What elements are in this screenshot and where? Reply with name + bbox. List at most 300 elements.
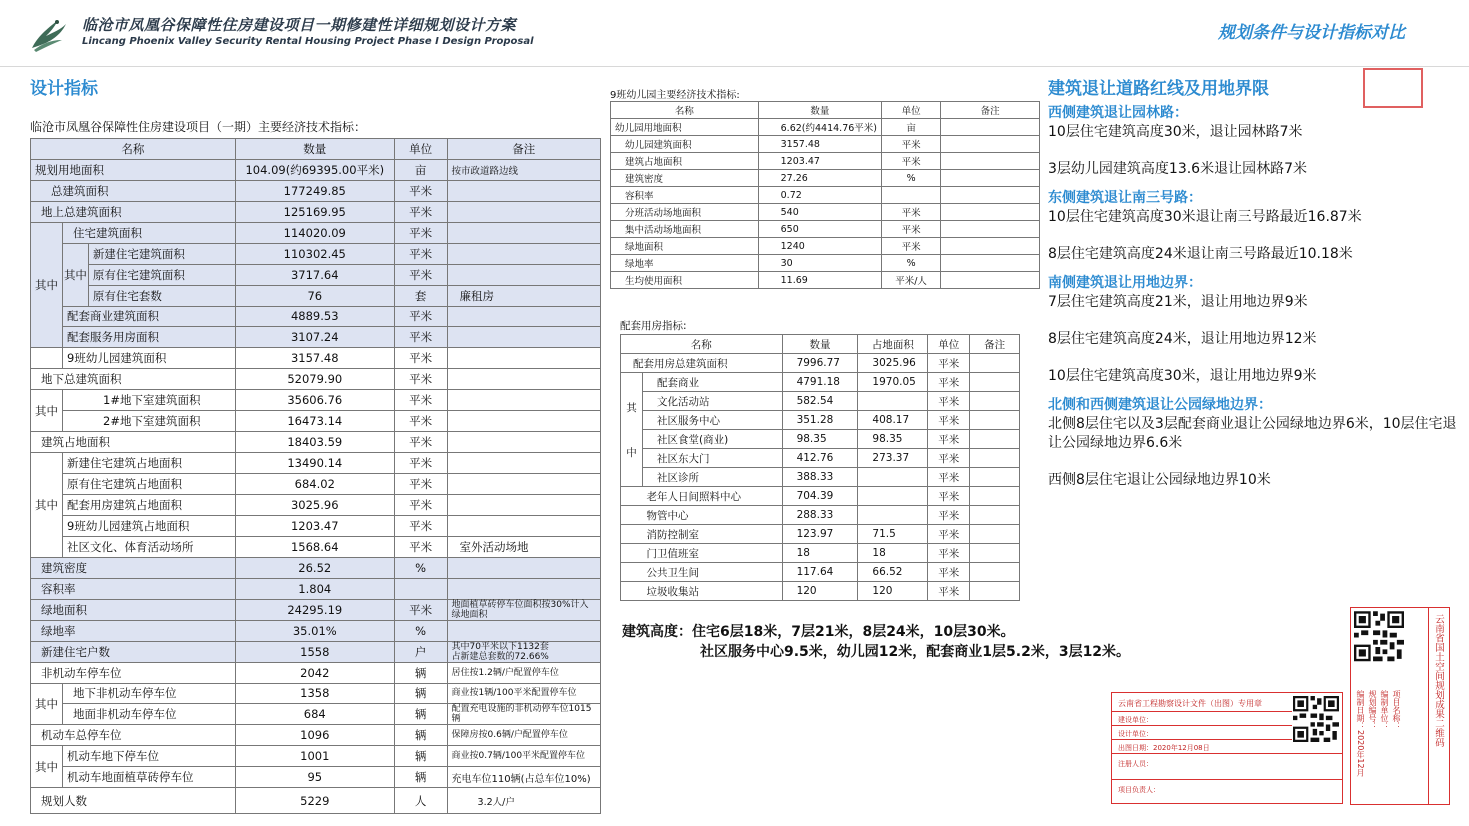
cell: 24295.19 — [235, 599, 394, 620]
cell: 3025.96 — [858, 354, 928, 373]
cell: 原有住宅套数 — [88, 285, 235, 306]
seal-line-b: 设计单位： — [1118, 730, 1153, 738]
cell: 配套商业 — [642, 373, 782, 392]
cell — [447, 453, 600, 474]
cell: 配套用房总建筑面积 — [621, 354, 783, 373]
cell: 1358 — [235, 683, 394, 704]
cell: 35.01% — [235, 620, 394, 641]
cell: 18 — [782, 544, 858, 563]
cell: 建筑占地面积 — [31, 432, 236, 453]
cell: 66.52 — [858, 563, 928, 582]
cell: 平米 — [394, 243, 447, 264]
table-row — [31, 557, 601, 578]
cell: 配置充电设施的非机动停车位1015辆 — [447, 704, 600, 725]
cell — [941, 136, 1040, 153]
cell: 684.02 — [235, 474, 394, 495]
group-label: 其中 — [31, 683, 63, 725]
cell: % — [394, 620, 447, 641]
cell: 新建住宅建筑面积 — [88, 243, 235, 264]
cell: 3.2人/户 — [447, 788, 600, 814]
cell: 平米 — [928, 354, 970, 373]
heights-line2: 社区服务中心9.5米，幼儿园12米，配套商业1层5.2米，3层12米。 — [700, 644, 1131, 660]
cell: 平米 — [928, 563, 970, 582]
cell: 新建住宅户数 — [31, 641, 236, 662]
cell: 平米/人 — [882, 272, 941, 289]
table-row — [31, 327, 601, 348]
cell — [621, 582, 643, 601]
table-row — [31, 369, 601, 390]
cell: 幼儿园建筑面积 — [611, 136, 759, 153]
cell: 18403.59 — [235, 432, 394, 453]
cell: 平米 — [394, 432, 447, 453]
table-row — [621, 354, 1020, 373]
col-header: 单位 — [394, 139, 447, 160]
table-row — [611, 204, 1040, 221]
table-row — [621, 506, 1020, 525]
cell: 27.26 — [758, 170, 881, 187]
cell: 平米 — [882, 153, 941, 170]
plan-qr-code-icon — [1354, 611, 1404, 683]
table-row — [31, 683, 601, 704]
cell: 集中活动场地面积 — [611, 221, 759, 238]
table-row — [621, 525, 1020, 544]
south-title: 南侧建筑退让用地边界： — [1048, 275, 1202, 291]
col-header: 占地面积 — [858, 335, 928, 354]
cell — [941, 272, 1040, 289]
cell: 4791.18 — [782, 373, 858, 392]
cell: 3717.64 — [235, 264, 394, 285]
cell: 3157.48 — [235, 348, 394, 369]
project-title-cn: 临沧市凤凰谷保障性住房建设项目一期修建性详细规划设计方案 — [82, 16, 517, 34]
cell: 平米 — [394, 327, 447, 348]
cell: 388.33 — [782, 468, 858, 487]
cell: 平米 — [394, 306, 447, 327]
cell: 辆 — [394, 704, 447, 725]
cell: 社区诊所 — [642, 468, 782, 487]
cell: 平米 — [394, 536, 447, 557]
table-row — [621, 392, 1020, 411]
cell: 原有住宅建筑占地面积 — [63, 474, 236, 495]
table-row — [611, 255, 1040, 272]
cell: 平米 — [394, 453, 447, 474]
design-indicators-heading: 设计指标 — [30, 79, 98, 99]
cell: 容积率 — [611, 187, 759, 204]
cell: 平米 — [882, 204, 941, 221]
cell — [447, 557, 600, 578]
cell: 平米 — [394, 369, 447, 390]
col-header: 数量 — [235, 139, 394, 160]
cell — [970, 392, 1020, 411]
group-label-1: 其 — [626, 401, 637, 414]
cell — [447, 515, 600, 536]
cell: 273.37 — [858, 449, 928, 468]
cell: 平米 — [394, 222, 447, 243]
table-row — [621, 563, 1020, 582]
cell: 平米 — [928, 411, 970, 430]
cell: 社区服务中心 — [642, 411, 782, 430]
col-header: 名称 — [621, 335, 783, 354]
cell: 社区东大门 — [642, 449, 782, 468]
cell — [447, 494, 600, 515]
table-row — [31, 222, 601, 243]
cell: 35606.76 — [235, 390, 394, 411]
table-row — [31, 578, 601, 599]
cell: 177249.85 — [235, 180, 394, 201]
group-label: 其中 — [31, 453, 63, 558]
cell: 原有住宅建筑面积 — [88, 264, 235, 285]
table-row — [31, 599, 601, 620]
page-heading: 规划条件与设计指标对比 — [1218, 23, 1405, 43]
cell: 机动车地面植草砖停车位 — [63, 767, 236, 788]
cell: 平米 — [882, 136, 941, 153]
cell: 辆 — [394, 767, 447, 788]
table-row — [611, 272, 1040, 289]
cell: 室外活动场地 — [447, 536, 600, 557]
kindergarten-caption: 9班幼儿园主要经济技术指标: — [610, 90, 740, 101]
cell: 26.52 — [235, 557, 394, 578]
cell — [447, 411, 600, 432]
seal-line-a: 建设单位： — [1118, 716, 1153, 724]
seal-title: 云南省工程勘察设计文件（出图）专用章 — [1118, 699, 1262, 708]
seal-line-e: 项目负责人： — [1118, 786, 1160, 794]
cell: 76 — [235, 285, 394, 306]
cell: 平米 — [928, 487, 970, 506]
cell — [970, 487, 1020, 506]
east-title: 东侧建筑退让南三号路： — [1048, 190, 1202, 206]
table-row — [31, 662, 601, 683]
cell: 配套用房建筑占地面积 — [63, 494, 236, 515]
cell: 9班幼儿园建筑面积 — [63, 348, 236, 369]
table-row — [611, 187, 1040, 204]
cell — [941, 187, 1040, 204]
cell: 3157.48 — [758, 136, 881, 153]
col-header: 名称 — [611, 102, 759, 119]
cell: 7996.77 — [782, 354, 858, 373]
col-header: 备注 — [447, 139, 600, 160]
cell: 地面植草砖停车位面积按30%计入绿地面积 — [447, 599, 600, 620]
heights-line1: 建筑高度：住宅6层18米，7层21米，8层24米，10层30米。 — [622, 624, 1015, 640]
cell: 平米 — [394, 411, 447, 432]
cell — [31, 348, 63, 369]
seal-line-c: 出图日期：2020年12月08日 — [1118, 744, 1210, 752]
cell: 平米 — [928, 544, 970, 563]
east-line1: 10层住宅建筑高度30米退让南三号路最近16.87米 — [1048, 209, 1362, 225]
table-row — [31, 180, 601, 201]
cell: 机动车地下停车位 — [63, 746, 236, 767]
cell: 居住按1.2辆/户配置停车位 — [447, 662, 600, 683]
cell: 平米 — [928, 392, 970, 411]
cell: 1001 — [235, 746, 394, 767]
group-label: 其中 — [31, 222, 63, 348]
cell: 新建住宅建筑占地面积 — [63, 453, 236, 474]
col-header: 数量 — [782, 335, 858, 354]
cell — [621, 506, 643, 525]
cell: 117.64 — [782, 563, 858, 582]
cell: 辆 — [394, 683, 447, 704]
cell: 351.28 — [782, 411, 858, 430]
cell — [447, 243, 600, 264]
cell: 30 — [758, 255, 881, 272]
remark-line: 其中70平米以下1132套 — [451, 641, 549, 652]
table-row — [621, 430, 1020, 449]
south-line3: 10层住宅建筑高度30米，退让用地边界9米 — [1048, 368, 1317, 384]
cell: 平米 — [928, 449, 970, 468]
cell: 123.97 — [782, 525, 858, 544]
cell: 老年人日间照料中心 — [642, 487, 782, 506]
cell: 社区文化、体育活动场所 — [63, 536, 236, 557]
cell: 288.33 — [782, 506, 858, 525]
table-row — [621, 373, 1020, 392]
north-title: 北侧和西侧建筑退让公园绿地边界： — [1048, 397, 1272, 413]
table-row — [31, 159, 601, 180]
cell — [941, 204, 1040, 221]
cell: 充电车位110辆(占总车位10%) — [447, 767, 600, 788]
table-row — [31, 725, 601, 746]
cell: 平米 — [394, 390, 447, 411]
table-header-row — [31, 139, 601, 160]
table-row — [621, 449, 1020, 468]
cell: 商业按1辆/100平米配置停车位 — [447, 683, 600, 704]
cert-line-a: 规划编号： — [1368, 690, 1377, 730]
cell — [970, 544, 1020, 563]
cell — [970, 582, 1020, 601]
cell: 总建筑面积 — [31, 180, 236, 201]
cell: 110302.45 — [235, 243, 394, 264]
cell: 绿地面积 — [611, 238, 759, 255]
kindergarten-rows — [611, 119, 1040, 289]
cell: 1558 — [235, 641, 394, 662]
cell: 71.5 — [858, 525, 928, 544]
cell — [447, 264, 600, 285]
building-heights — [622, 622, 1130, 662]
cell: 地下非机动车停车位 — [63, 683, 236, 704]
west-line2: 3层幼儿园建筑高度13.6米退让园林路7米 — [1048, 161, 1307, 177]
cell: 平米 — [928, 468, 970, 487]
cell: 98.35 — [858, 430, 928, 449]
cell: 地面非机动车停车位 — [63, 704, 236, 725]
table-row — [621, 487, 1020, 506]
cell: 1.804 — [235, 578, 394, 599]
table-row — [611, 119, 1040, 136]
cell: 文化活动站 — [642, 392, 782, 411]
cert-title: 云南省国土空间规划成果二维码 — [1433, 614, 1444, 747]
cell: 平米 — [394, 474, 447, 495]
east-line2: 8层住宅建筑高度24米退让南三号路最近10.18米 — [1048, 246, 1353, 262]
cell: % — [882, 255, 941, 272]
table-row — [31, 788, 601, 814]
group-label: 其中 — [63, 243, 89, 306]
cell: 机动车总停车位 — [31, 725, 236, 746]
cell: 平米 — [394, 348, 447, 369]
table-row — [31, 348, 601, 369]
table-row — [621, 468, 1020, 487]
table-row — [31, 474, 601, 495]
table-row — [621, 411, 1020, 430]
table-row — [611, 221, 1040, 238]
main-indicators-table — [30, 138, 601, 814]
cell: 分班活动场地面积 — [611, 204, 759, 221]
cell: 平米 — [882, 221, 941, 238]
cell — [970, 506, 1020, 525]
cell: 2042 — [235, 662, 394, 683]
cell: 住宅建筑面积 — [63, 222, 236, 243]
cell — [447, 432, 600, 453]
cell — [970, 525, 1020, 544]
cell — [621, 487, 643, 506]
cell — [447, 222, 600, 243]
north-line1: 北侧8层住宅以及3层配套商业退让公园绿地边界6米，10层住宅退让公园绿地边界6.6米 — [1048, 416, 1457, 451]
cell: 地上总建筑面积 — [31, 201, 236, 222]
service-rows — [621, 354, 1020, 601]
table-row — [31, 746, 601, 767]
cell: 按市政道路边线 — [447, 159, 600, 180]
cell — [970, 449, 1020, 468]
cell: 生均使用面积 — [611, 272, 759, 289]
west-line1: 10层住宅建筑高度30米，退让园林路7米 — [1048, 124, 1303, 140]
setbacks-section — [1048, 104, 1458, 490]
cell: 540 — [758, 204, 881, 221]
table-row — [611, 153, 1040, 170]
seal-line-d: 注册人员： — [1118, 760, 1153, 768]
cell: 13490.14 — [235, 453, 394, 474]
cell — [394, 578, 447, 599]
cell: 平米 — [928, 525, 970, 544]
header-divider — [0, 66, 1469, 67]
cell — [447, 348, 600, 369]
cell — [941, 221, 1040, 238]
cell — [941, 255, 1040, 272]
cell: 650 — [758, 221, 881, 238]
cell: 412.76 — [782, 449, 858, 468]
cell: 3025.96 — [235, 494, 394, 515]
cell — [970, 411, 1020, 430]
cell: 104.09(约69395.00平米) — [235, 159, 394, 180]
cell: 11.69 — [758, 272, 881, 289]
cell: 辆 — [394, 725, 447, 746]
cell: 地下总建筑面积 — [31, 369, 236, 390]
seal-qr-code-icon — [1293, 696, 1339, 742]
cell: 平米 — [882, 238, 941, 255]
col-header: 数量 — [758, 102, 881, 119]
cell — [447, 180, 600, 201]
cell: 消防控制室 — [642, 525, 782, 544]
cell: 建筑占地面积 — [611, 153, 759, 170]
cell: 平米 — [928, 582, 970, 601]
service-table — [620, 334, 1020, 601]
cert-line-d: 编制日期：2020年12月 — [1356, 690, 1365, 777]
cell: 辆 — [394, 746, 447, 767]
group-label: 其中 — [31, 746, 63, 788]
cell: 2#地下室建筑面积 — [63, 411, 236, 432]
cell — [941, 153, 1040, 170]
table-header-row — [611, 102, 1040, 119]
cell: 95 — [235, 767, 394, 788]
cell: 1203.47 — [758, 153, 881, 170]
cell — [447, 474, 600, 495]
cell: 户 — [394, 641, 447, 662]
table-row — [31, 453, 601, 474]
group-label: 其中 — [31, 390, 63, 432]
table-row — [31, 767, 601, 788]
cell — [858, 392, 928, 411]
cell: 社区食堂(商业) — [642, 430, 782, 449]
col-header: 备注 — [970, 335, 1020, 354]
cell: 配套商业建筑面积 — [63, 306, 236, 327]
table-row — [31, 432, 601, 453]
cell: 辆 — [394, 662, 447, 683]
col-header: 单位 — [928, 335, 970, 354]
cell: 1970.05 — [858, 373, 928, 392]
group-label-2: 中 — [626, 446, 637, 459]
cell — [447, 641, 600, 662]
table-row — [31, 285, 601, 306]
cell: 1240 — [758, 238, 881, 255]
cell: 582.54 — [782, 392, 858, 411]
cell: 平米 — [394, 599, 447, 620]
table-header-row — [621, 335, 1020, 354]
cell: 规划用地面积 — [31, 159, 236, 180]
cell — [447, 390, 600, 411]
cell — [970, 563, 1020, 582]
cell: 容积率 — [31, 578, 236, 599]
cell: 6.62(约4414.76平米) — [758, 119, 881, 136]
cell: 平米 — [394, 264, 447, 285]
table-row — [31, 704, 601, 725]
south-line1: 7层住宅建筑高度21米，退让用地边界9米 — [1048, 294, 1308, 310]
table-row — [31, 243, 601, 264]
cell — [621, 525, 643, 544]
cell: 规划人数 — [31, 788, 236, 814]
cert-line-b: 项目名称： — [1392, 690, 1401, 730]
west-title: 西侧建筑退让园林路： — [1048, 105, 1188, 121]
cell: 绿地率 — [611, 255, 759, 272]
cell: 平米 — [394, 180, 447, 201]
cell — [941, 238, 1040, 255]
cell — [621, 563, 643, 582]
cell: 0.72 — [758, 187, 881, 204]
cell — [621, 544, 643, 563]
cell — [447, 306, 600, 327]
cell: 平米 — [928, 506, 970, 525]
cell: % — [882, 170, 941, 187]
cell: 配套服务用房面积 — [63, 327, 236, 348]
cell — [941, 119, 1040, 136]
cell: 垃圾收集站 — [642, 582, 782, 601]
table-row — [31, 390, 601, 411]
table-row — [31, 515, 601, 536]
cell: 408.17 — [858, 411, 928, 430]
col-header: 备注 — [941, 102, 1040, 119]
kindergarten-table — [610, 101, 1040, 289]
cell: 幼儿园用地面积 — [611, 119, 759, 136]
cell — [970, 468, 1020, 487]
cell — [970, 430, 1020, 449]
cell — [858, 506, 928, 525]
cell: 商业按0.7辆/100平米配置停车位 — [447, 746, 600, 767]
table-row — [31, 264, 601, 285]
table-row — [31, 306, 601, 327]
col-header: 单位 — [882, 102, 941, 119]
cell: 平米 — [394, 494, 447, 515]
table-row — [621, 544, 1020, 563]
table-row — [611, 170, 1040, 187]
group-label — [621, 373, 643, 487]
cell: 9班幼儿园建筑占地面积 — [63, 515, 236, 536]
cell — [970, 354, 1020, 373]
setbacks-heading: 建筑退让道路红线及用地界限 — [1048, 79, 1269, 99]
cell — [447, 578, 600, 599]
cell: 公共卫生间 — [642, 563, 782, 582]
